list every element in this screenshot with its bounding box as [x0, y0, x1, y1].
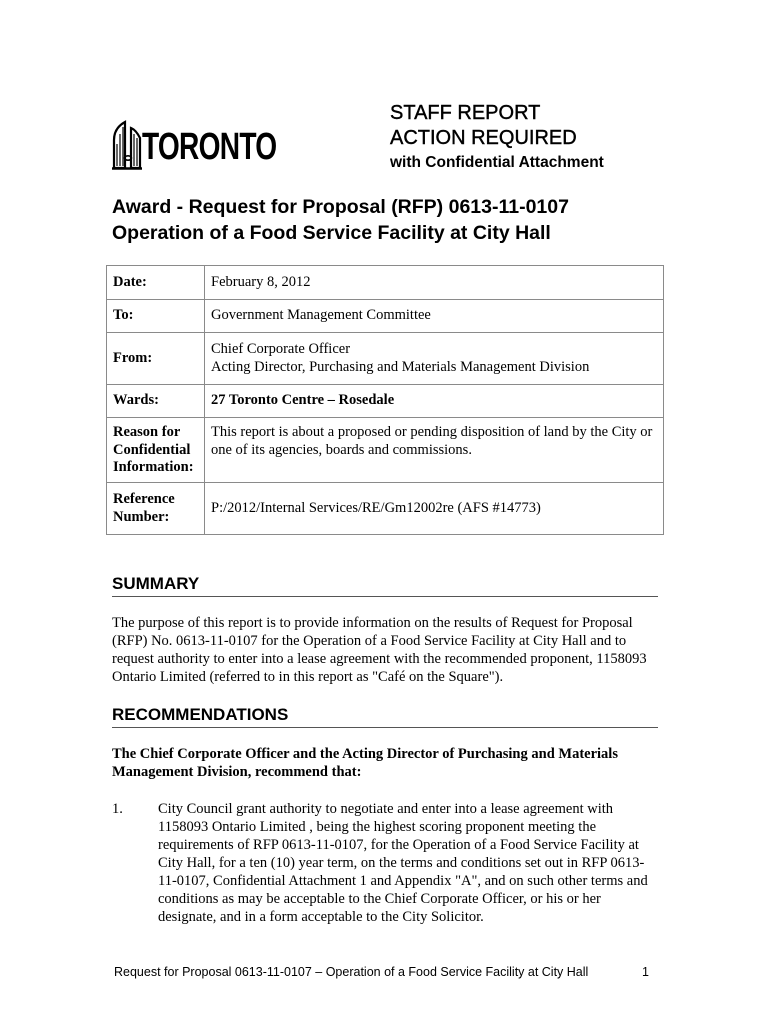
summary-heading: SUMMARY [112, 573, 658, 597]
report-info-table [106, 265, 664, 535]
from-value [205, 333, 664, 385]
title-line-1: Award - Request for Proposal (RFP) 0613-11-0107 [112, 196, 569, 218]
report-action: ACTION REQUIRED [390, 127, 577, 149]
table-row-reason [107, 418, 664, 483]
date-label: Date: [107, 266, 205, 300]
report-attachment-note: with Confidential Attachment [390, 154, 604, 171]
recommendation-number: 1. [112, 801, 123, 817]
to-label: To: [107, 300, 205, 333]
reference-label [107, 483, 205, 535]
reason-label-line-1: Reason for [113, 424, 181, 440]
to-value: Government Management Committee [205, 300, 664, 333]
table-row-wards [107, 385, 664, 418]
report-type: STAFF REPORT [390, 102, 541, 124]
from-value-line-2: Acting Director, Purchasing and Materials Management Division [211, 358, 590, 375]
reason-label-line-2: Confidential [113, 441, 191, 458]
recommendations-intro: The Chief Corporate Officer and the Acting Director of Purchasing and Materials Management Division, recommend that: [112, 746, 618, 780]
reason-value: This report is about a proposed or pending disposition of land by the City or one of its agencies, boards and commissions. [205, 418, 664, 483]
table-row-to [107, 300, 664, 333]
summary-text: The purpose of this report is to provide information on the results of Request for Proposal (RFP) No. 0613-11-0107 for the Operation of a Food Service Facility at City Hall and to request authority to enter into a lease agreement with the recommended proponent, 1158093 Ontario Limited (referred to in this report as "Café on the Square"). [112, 615, 647, 685]
logo-wordmark: TORONTO [142, 126, 277, 168]
reason-label-line-3: Information: [113, 459, 194, 475]
report-header [390, 101, 750, 174]
wards-value: 27 Toronto Centre – Rosedale [205, 385, 664, 418]
reference-label-line-2: Number: [113, 508, 170, 525]
wards-label: Wards: [107, 385, 205, 418]
from-value-line-1: Chief Corporate Officer [211, 341, 351, 357]
page-number: 1 [642, 965, 649, 979]
from-label: From: [107, 333, 205, 385]
reference-label-line-1: Reference [113, 491, 175, 507]
recommendations-heading: RECOMMENDATIONS [112, 704, 658, 728]
report-title [112, 194, 672, 246]
toronto-logo [112, 118, 277, 170]
table-row-from [107, 333, 664, 385]
table-row-reference [107, 483, 664, 535]
recommendation-text: City Council grant authority to negotiate and enter into a lease agreement with 1158093 Ontario Limited , being the highest scoring proponent meeting the requirements of RFP 0613-11-0107, for the Operation of a Food Service Facility at City Hall, for a ten (10) year term, on the terms and conditions set out in RFP 0613-11-0107, Confidential Attachment 1 and Appendix "A", and on such other terms and conditions as may be acceptable to the Chief Corporate Officer, or his or her designate, and in a form acceptable to the City Solicitor. [158, 801, 648, 925]
reason-label [107, 418, 205, 483]
title-line-2: Operation of a Food Service Facility at City Hall [112, 222, 551, 244]
city-hall-icon [112, 118, 142, 170]
reference-value: P:/2012/Internal Services/RE/Gm12002re (AFS #14773) [205, 483, 664, 535]
date-value: February 8, 2012 [205, 266, 664, 300]
table-row-date [107, 266, 664, 300]
footer-text: Request for Proposal 0613-11-0107 – Operation of a Food Service Facility at City Hall [114, 965, 589, 979]
